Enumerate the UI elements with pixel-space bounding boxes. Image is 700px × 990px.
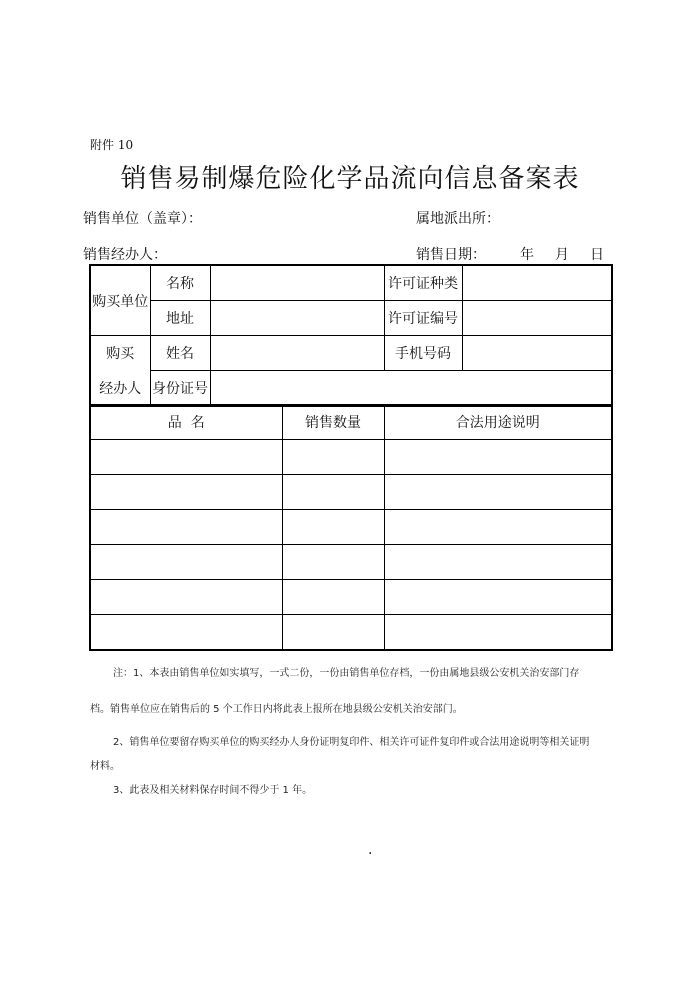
agent-section-label-1: 购买: [90, 336, 150, 371]
agent-name-field[interactable]: [210, 336, 384, 371]
buyer-address-field[interactable]: [210, 301, 384, 336]
note-2-line-2: 材料。: [90, 761, 120, 772]
note-2-line-1: 2、销售单位要留存购买单位的购买经办人身份证明复印件、相关许可证件复印件或合法用途说明等相关证明: [113, 737, 590, 748]
buyer-section-label: 购买单位: [90, 265, 150, 336]
date-day-label: 日: [590, 247, 604, 263]
agent-name-label: 姓名: [150, 336, 210, 371]
product-table: [89, 404, 613, 651]
note-1-line-1: 注：1、本表由销售单位如实填写，一式二份，一份由销售单位存档，一份由属地县级公安机关治安部门存: [113, 668, 580, 679]
seller-agent-label: 销售经办人：: [83, 247, 167, 263]
footer-mark: .: [368, 842, 373, 858]
agent-phone-field[interactable]: [462, 336, 612, 371]
table-row: [90, 545, 612, 580]
license-no-field[interactable]: [462, 301, 612, 336]
usage-cell[interactable]: [384, 510, 612, 545]
product-cell[interactable]: [90, 440, 282, 475]
table-row: [90, 615, 612, 651]
usage-cell[interactable]: [384, 545, 612, 580]
quantity-cell[interactable]: [282, 545, 384, 580]
quantity-cell[interactable]: [282, 510, 384, 545]
product-cell[interactable]: [90, 615, 282, 651]
buyer-name-label: 名称: [150, 265, 210, 301]
note-3: 3、此表及相关材料保存时间不得少于 1 年。: [113, 785, 313, 796]
usage-cell[interactable]: [384, 580, 612, 615]
seller-unit-label: 销售单位（盖章）：: [83, 211, 202, 227]
buyer-address-label: 地址: [150, 301, 210, 336]
usage-cell[interactable]: [384, 440, 612, 475]
date-year-label: 年: [520, 247, 534, 263]
agent-section-label-2: 经办人: [90, 371, 150, 407]
note-1-line-2: 档。销售单位应在销售后的 5 个工作日内将此表上报所在地县级公安机关治安部门。: [90, 704, 463, 715]
table-row: [90, 440, 612, 475]
col-header-product: 品 名: [90, 405, 282, 440]
quantity-cell[interactable]: [282, 580, 384, 615]
product-cell[interactable]: [90, 580, 282, 615]
col-header-quantity: 销售数量: [282, 405, 384, 440]
agent-id-field[interactable]: [210, 371, 612, 407]
agent-id-label: 身份证号: [150, 371, 210, 407]
buyer-name-field[interactable]: [210, 265, 384, 301]
product-cell[interactable]: [90, 510, 282, 545]
attachment-label: 附件 10: [90, 138, 134, 152]
sale-date-label: 销售日期：: [416, 247, 486, 263]
table-row: [90, 580, 612, 615]
usage-cell[interactable]: [384, 615, 612, 651]
quantity-cell[interactable]: [282, 615, 384, 651]
usage-cell[interactable]: [384, 475, 612, 510]
table-row: [90, 475, 612, 510]
page-title: 销售易制爆危险化学品流向信息备案表: [120, 164, 580, 194]
quantity-cell[interactable]: [282, 475, 384, 510]
police-station-label: 属地派出所：: [416, 211, 500, 227]
product-cell[interactable]: [90, 475, 282, 510]
license-no-label: 许可证编号: [384, 301, 462, 336]
quantity-cell[interactable]: [282, 440, 384, 475]
buyer-info-table: [89, 264, 613, 407]
license-type-field[interactable]: [462, 265, 612, 301]
license-type-label: 许可证种类: [384, 265, 462, 301]
table-row: [90, 510, 612, 545]
date-month-label: 月: [555, 247, 569, 263]
product-cell[interactable]: [90, 545, 282, 580]
agent-phone-label: 手机号码: [384, 336, 462, 371]
col-header-usage: 合法用途说明: [384, 405, 612, 440]
